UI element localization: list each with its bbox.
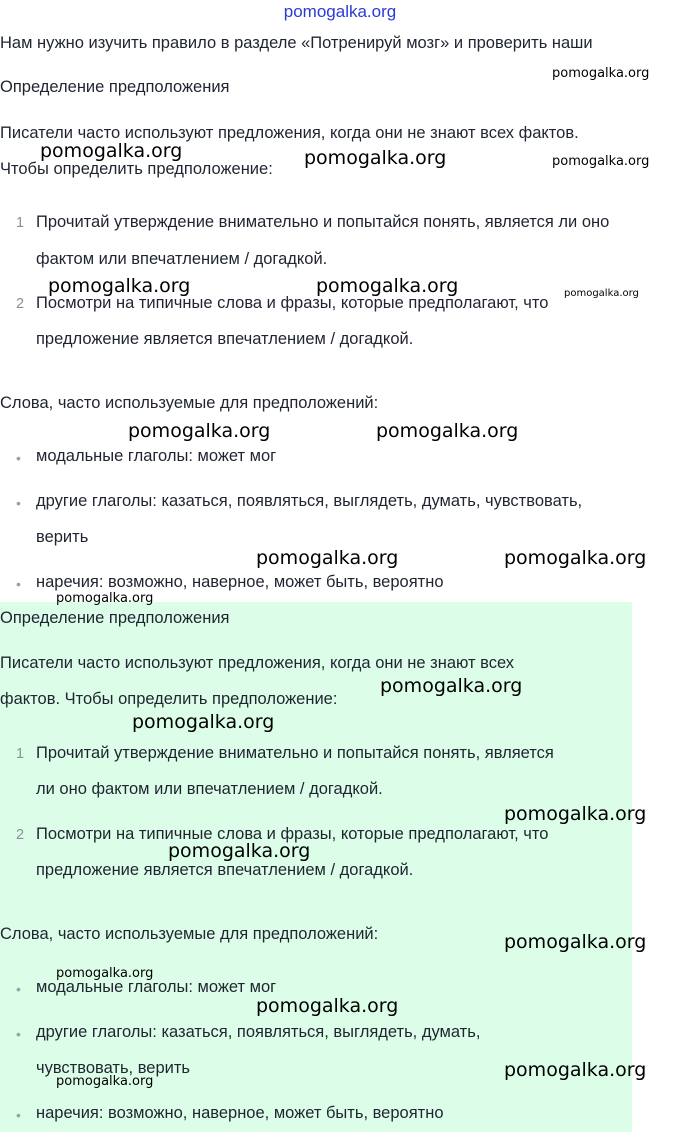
watermark: pomogalka.org	[128, 420, 271, 442]
section1-paragraph-line2: Чтобы определить предположение:	[0, 160, 273, 178]
watermark: pomogalka.org	[256, 995, 399, 1017]
step-text: ли оно фактом или впечатлением / догадкой.	[36, 780, 383, 798]
step-number: 2	[16, 296, 25, 312]
bullet-marker: •	[16, 1107, 21, 1123]
bullet-marker: •	[16, 450, 21, 466]
list-item: модальные глаголы: может мог	[36, 978, 277, 996]
watermark: pomogalka.org	[376, 420, 519, 442]
step-number: 1	[16, 746, 25, 762]
list-item: другие глаголы: казаться, появляться, выглядеть, думать, чувствовать,	[36, 492, 583, 510]
watermark: pomogalka.org	[56, 966, 154, 981]
watermark: pomogalka.org	[56, 591, 154, 606]
bullet-marker: •	[16, 981, 21, 997]
bullet-marker: •	[16, 1026, 21, 1042]
step-text: Прочитай утверждение внимательно и попытайся понять, является	[36, 744, 554, 762]
list-item: чувствовать, верить	[36, 1059, 191, 1077]
step-text: Посмотри на типичные слова и фразы, которые предполагают, что	[36, 825, 549, 843]
list-item: наречия: возможно, наверное, может быть, вероятно	[36, 1104, 444, 1122]
watermark: pomogalka.org	[48, 275, 191, 297]
watermark: pomogalka.org	[316, 275, 459, 297]
step-number: 2	[16, 827, 25, 843]
watermark: pomogalka.org	[552, 154, 650, 169]
watermark: pomogalka.org	[504, 803, 647, 825]
step-number: 1	[16, 215, 25, 231]
list-item: модальные глаголы: может мог	[36, 447, 277, 465]
section2-title: Определение предположения	[0, 609, 230, 627]
watermark: pomogalka.org	[168, 840, 311, 862]
watermark: pomogalka.org	[256, 547, 399, 569]
watermark: pomogalka.org	[564, 288, 639, 299]
list-item: другие глаголы: казаться, появляться, выглядеть, думать,	[36, 1023, 481, 1041]
section1-title: Определение предположения	[0, 78, 230, 96]
section2-words-title: Слова, часто используемые для предположений:	[0, 925, 379, 943]
watermark: pomogalka.org	[132, 711, 275, 733]
step-text: предложение является впечатлением / догадкой.	[36, 861, 414, 879]
watermark: pomogalka.org	[56, 1074, 154, 1089]
bullet-marker: •	[16, 495, 21, 511]
watermark: pomogalka.org	[504, 547, 647, 569]
watermark: pomogalka.org	[504, 931, 647, 953]
list-item: наречия: возможно, наверное, может быть, вероятно	[36, 573, 444, 591]
section1-words-title: Слова, часто используемые для предположений:	[0, 394, 379, 412]
site-header-link[interactable]: pomogalka.org	[283, 2, 397, 21]
step-text: Посмотри на типичные слова и фразы, которые предполагают, что	[36, 294, 549, 312]
watermark: pomogalka.org	[552, 66, 650, 81]
section2-paragraph-line1: Писатели часто используют предложения, когда они не знают всех	[0, 654, 515, 672]
watermark: pomogalka.org	[504, 1059, 647, 1081]
intro-text: Нам нужно изучить правило в разделе «Потренируй мозг» и проверить наши	[0, 34, 593, 52]
watermark: pomogalka.org	[304, 147, 447, 169]
step-text: предложение является впечатлением / догадкой.	[36, 330, 414, 348]
step-text: фактом или впечатлением / догадкой.	[36, 250, 328, 268]
watermark: pomogalka.org	[380, 675, 523, 697]
bullet-marker: •	[16, 576, 21, 592]
step-text: Прочитай утверждение внимательно и попытайся понять, является ли оно	[36, 213, 610, 231]
section1-paragraph-line1: Писатели часто используют предложения, когда они не знают всех фактов.	[0, 124, 579, 142]
watermark: pomogalka.org	[40, 140, 183, 162]
section2-paragraph-line2: фактов. Чтобы определить предположение:	[0, 690, 338, 708]
list-item: верить	[36, 528, 89, 546]
